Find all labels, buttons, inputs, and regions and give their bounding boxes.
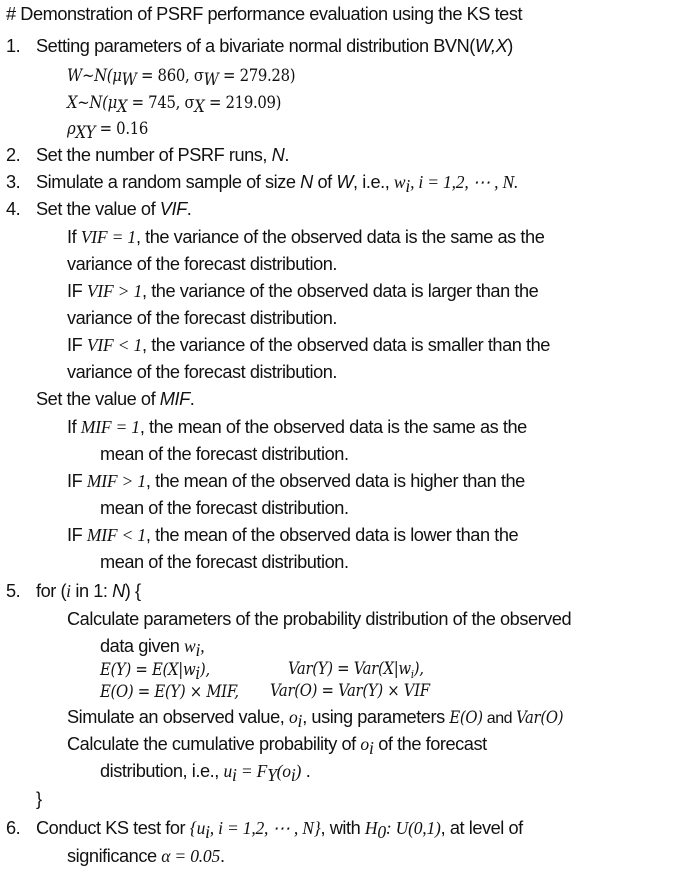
calc-params-line1: Calculate parameters of the probability distribution of the observed (67, 609, 572, 629)
loop-close-brace: } (36, 789, 42, 809)
observed-equations: E(O) = E(Y) × MIF, Var(O) = Var(Y) × VIF (100, 681, 430, 701)
w-distribution: $W\sim N(\mu_W = 860$, $\sigma_W = 279.28$) (67, 66, 296, 89)
vif-case-equal: If VIF = 1, the variance of the observed data is the same as the (67, 227, 545, 247)
mif-case-less: IF MIF < 1, the mean of the observed data is lower than the (67, 525, 519, 545)
step-text: Setting parameters of a bivariate normal distribution BVN( (36, 36, 475, 56)
document-title: # Demonstration of PSRF performance evaluation using the KS test (6, 4, 523, 24)
expectation-equations: $E(Y) = E(X|w_i)$, $Var(Y) = Var(X|w_i)$, (100, 659, 424, 683)
vif-case-less: IF VIF < 1, the variance of the observed data is smaller than the (67, 335, 550, 355)
mif-case-equal-cont: mean of the forecast distribution. (100, 444, 349, 464)
correlation: $\rho_{XY} = 0.16$ (67, 119, 149, 142)
mif-case-equal: If MIF = 1, the mean of the observed data is the same as the (67, 417, 527, 437)
mif-case-greater: IF MIF > 1, the mean of the observed data is higher than the (67, 471, 525, 491)
mif-case-greater-cont: mean of the forecast distribution. (100, 498, 349, 518)
significance-level: significance α = 0.05. (67, 846, 225, 866)
simulate-observed: Simulate an observed value, $o_i$, using parameters E(O) and Var(O) (67, 707, 564, 731)
x-distribution: $X\sim N(\mu_X = 745$, $\sigma_X = 219.09$) (67, 93, 282, 116)
vif-case-greater: IF VIF > 1, the variance of the observed data is larger than the (67, 281, 539, 301)
vif-case-greater-cont: variance of the forecast distribution. (67, 308, 338, 328)
vif-case-equal-cont: variance of the forecast distribution. (67, 254, 338, 274)
calc-params-line2: data given $w_i$, (100, 636, 205, 660)
mif-case-less-cont: mean of the forecast distribution. (100, 552, 349, 572)
step-text-italic: W,X (474, 36, 508, 56)
step-number: 1. (6, 36, 21, 56)
mif-heading: Set the value of MIF. (36, 389, 195, 409)
vif-case-less-cont: variance of the forecast distribution. (67, 362, 338, 382)
forecast-distribution: distribution, i.e., $u_i = F_Y(o_i)$ . (100, 761, 311, 785)
cumulative-probability: Calculate the cumulative probability of $o_i$ of the forecast (67, 734, 487, 758)
